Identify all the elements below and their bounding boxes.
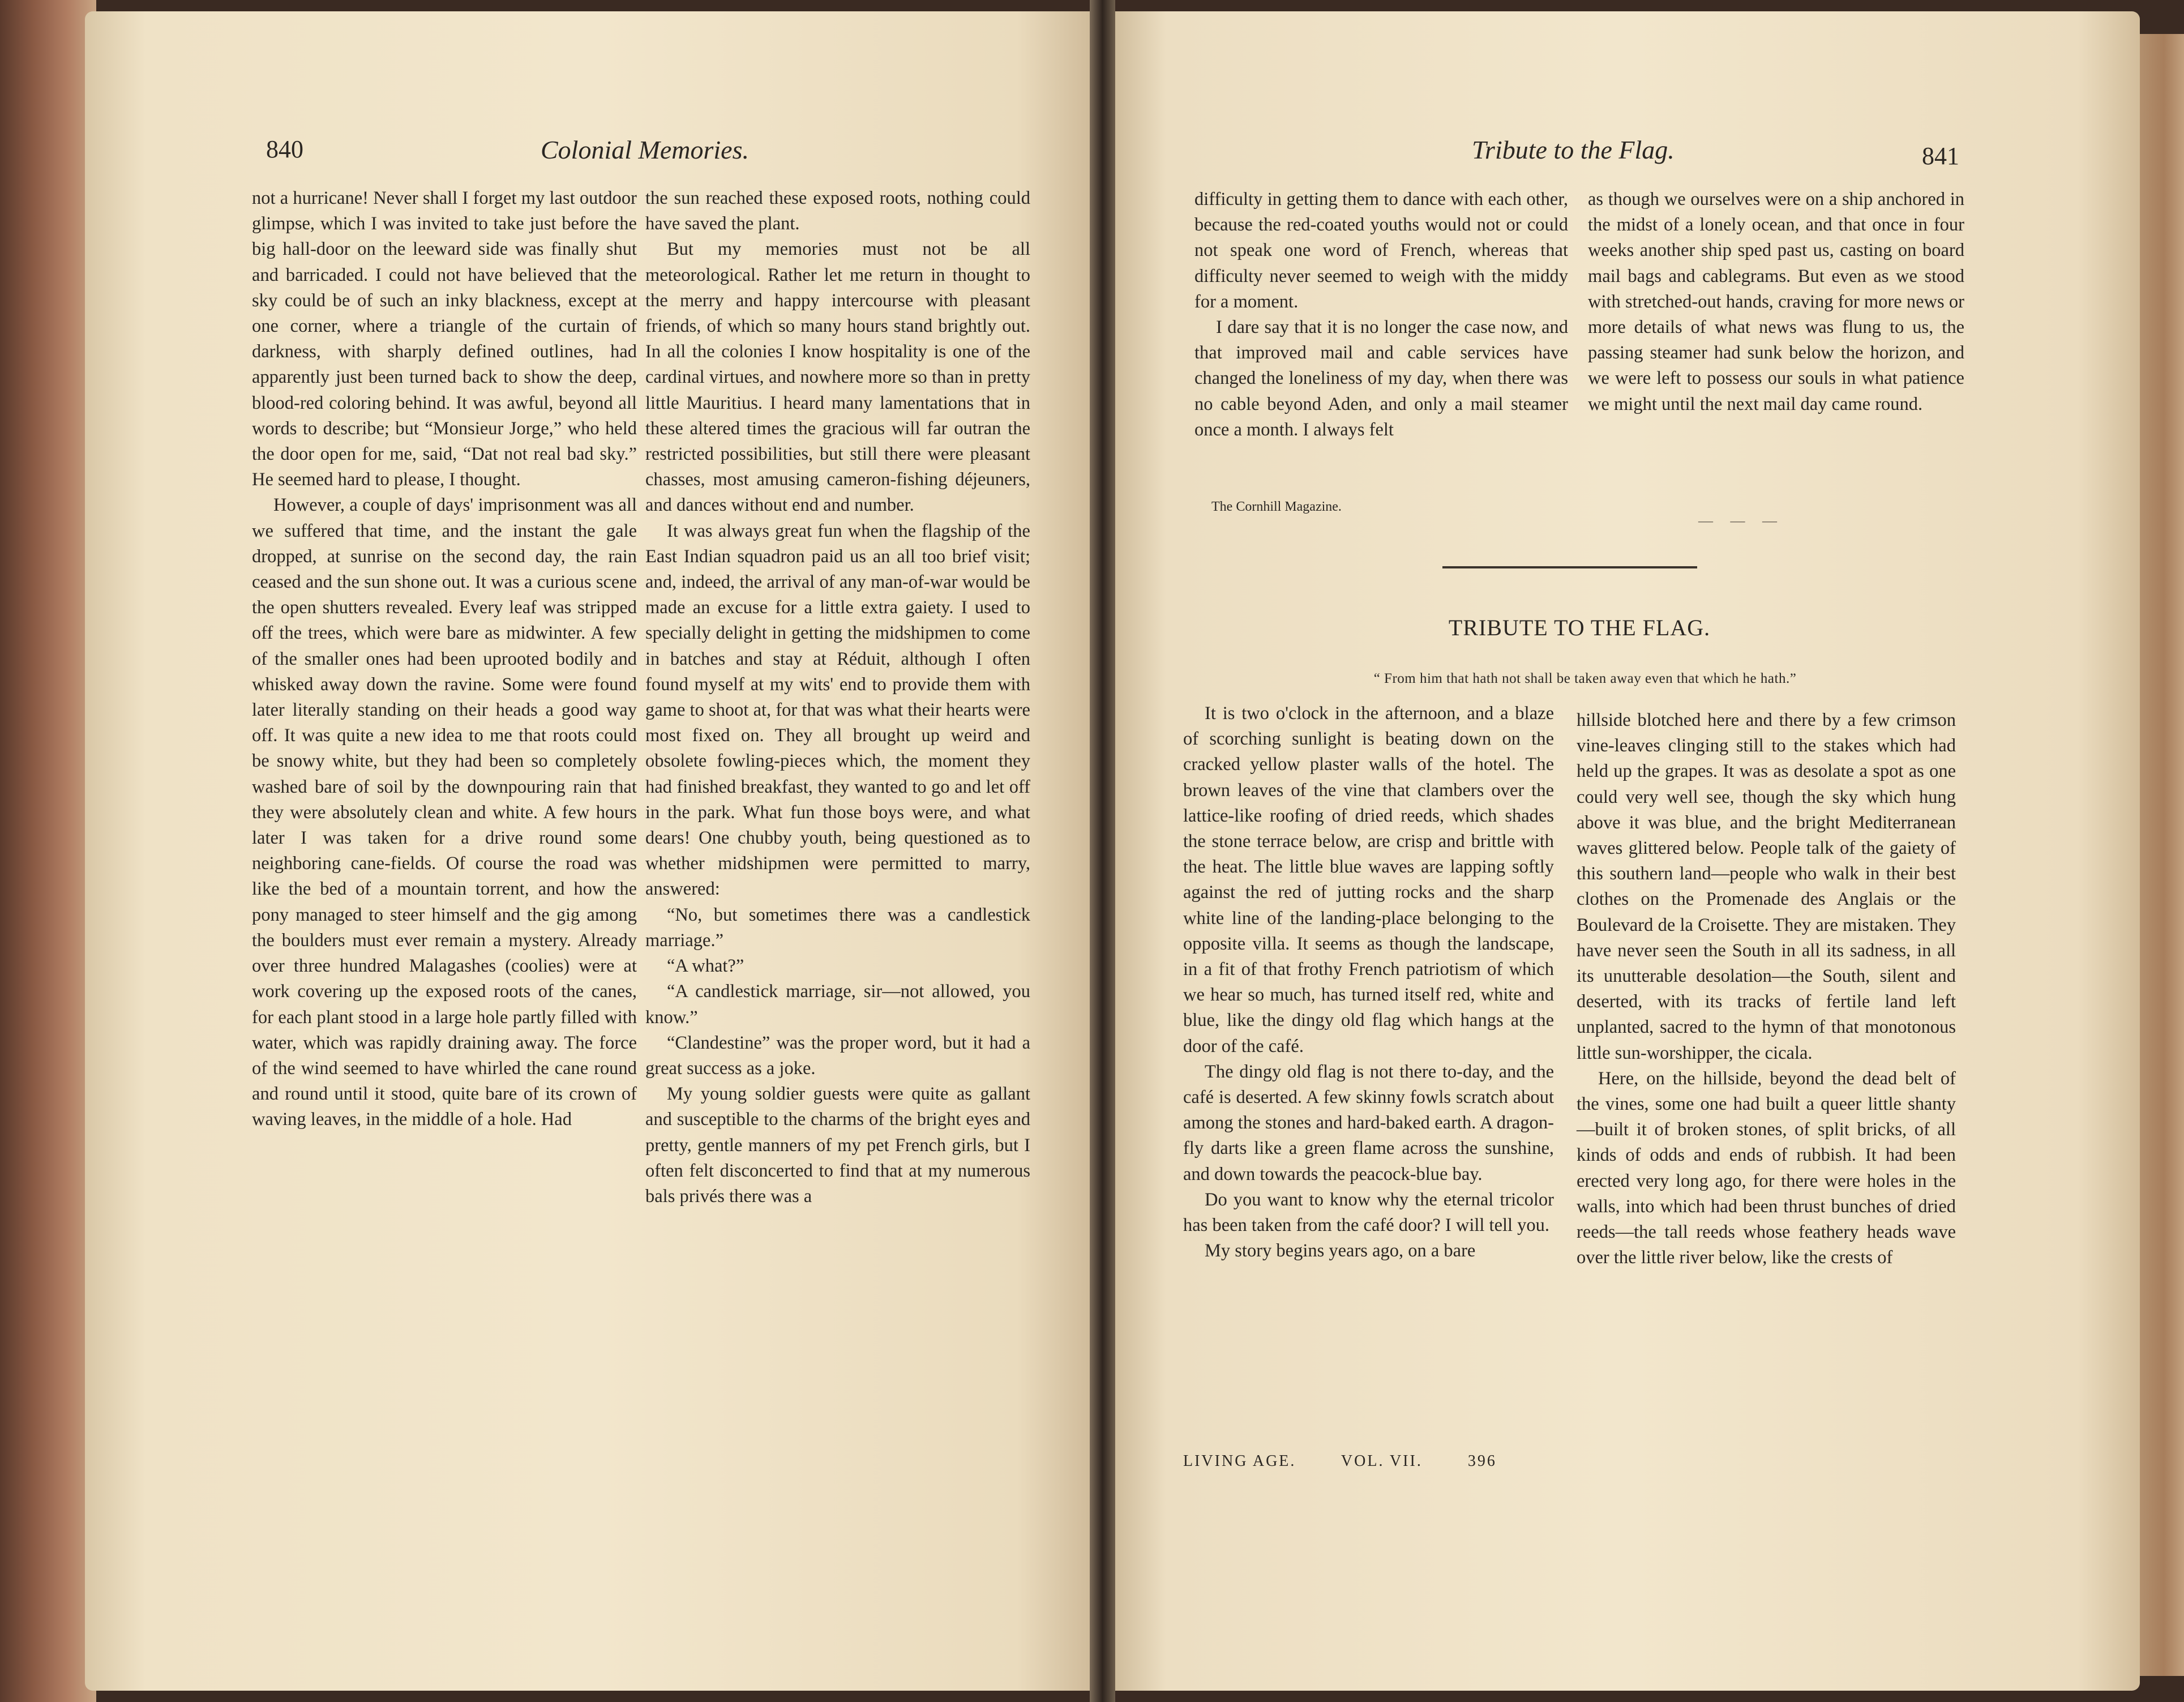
book-edge-left bbox=[0, 0, 96, 1702]
page-footer bbox=[1183, 1452, 1536, 1470]
paragraph: the sun reached these exposed roots, nothing could have saved the plant. bbox=[645, 188, 1030, 234]
paragraph: “A what?” bbox=[667, 956, 744, 977]
section-divider bbox=[1442, 566, 1697, 568]
paragraph: I dare say that it is no longer the case now, and that improved mail and cable services have changed the loneliness of my day, when there was no cable beyond Aden, and only a mail steamer once a month. I always felt bbox=[1194, 317, 1568, 440]
right-column-2 bbox=[1577, 708, 1956, 1271]
right-running-head: Tribute to the Flag. bbox=[1472, 135, 1675, 164]
footer-magazine: LIVING AGE. bbox=[1183, 1452, 1296, 1470]
left-column-1 bbox=[252, 186, 637, 1133]
source-attribution: The Cornhill Magazine. bbox=[1211, 499, 1342, 514]
paragraph: “No, but sometimes there was a candlestick marriage.” bbox=[645, 904, 1030, 951]
paragraph: It was always great fun when the flagship of the East Indian squadron paid us an all too brief visit; and, indeed, the arrival of any man-of-war would be made an excuse for a little extra gaiety. I used to specially delight in getting the midshipmen to come in batches and stay at Réduit, although I often found myself at my wits' end to provide them with game to shoot at, for that was what their hearts were most fixed on. They all brought up weird and obsolete fowling-pieces which, the moment they had finished breakfast, they wanted to go and let off in the park. What fun those boys were, and what dears! One chubby youth, being questioned as to whether midshipmen were permitted to marry, answered: bbox=[645, 520, 1030, 900]
paragraph: The dingy old flag is not there to-day, and the café is deserted. A few skinny fowls scratch about among the stones and hard-baked earth. A dragon-fly darts like a green flame across the sunshine, and down towards the peacock-blue bay. bbox=[1183, 1061, 1554, 1184]
paragraph: It is two o'clock in the afternoon, and a blaze of scorching sunlight is beating down on the cracked yellow plaster walls of the hotel. The brown leaves of the vine that clambers over the lattice-like roofing of dried reeds, which shades the stone terrace below, are crisp and brittle with the heat. The little blue waves are lapping softly against the red of jutting rocks and the sharp white line of the landing-place belonging to the opposite villa. It seems as though the landscape, in a fit of that frothy French patriotism of which we hear so much, has turned itself red, white and blue, like the dingy old flag which hangs at the door of the café. bbox=[1183, 703, 1554, 1057]
right-top-column-1 bbox=[1194, 187, 1568, 443]
article-title: TRIBUTE TO THE FLAG. bbox=[1448, 615, 1711, 640]
right-column-1 bbox=[1183, 701, 1554, 1264]
right-page-number: 841 bbox=[1922, 142, 1959, 170]
paragraph: “Clandestine” was the proper word, but it had a great success as a joke. bbox=[645, 1032, 1030, 1079]
paragraph: But my memories must not be all meteorological. Rather let me return in thought to the merry and happy intercourse with pleasant friends, of which so many hours stand brightly out. In all the colonies I know hospitality is one of the cardinal virtues, and nowhere more so than in pretty little Mauritius. I heard many lamentations that in these altered times the gracious will far outran the restricted possibilities, but still there were pleasant chasses, most amusing cameron-fishing déjeuners, and dances without end and number. bbox=[645, 239, 1030, 516]
decorative-dashes: — — — bbox=[1698, 512, 1784, 529]
paragraph: However, a couple of days' imprisonment was all we suffered that time, and the instant the gale dropped, at sunrise on the second day, the rain ceased and the sun shone out. It was a curious scene the open shutters revealed. Every leaf was stripped off the trees, which were bare as midwinter. A few of the smaller ones had been uprooted bodily and whisked away down the ravine. Some were found later literally standing on their heads a good way off. It was quite a new idea to me that roots could be snowy white, but they had been so completely washed bare of soil by the downpouring rain that they were absolutely clean and white. A few hours later I was taken for a drive round some neighboring cane-fields. Of course the road was like the bed of a mountain torrent, and how the pony managed to steer himself and the gig among the boulders must ever remain a mystery. Already over three hundred Malagashes (coolies) were at work covering up the exposed roots of the canes, for each plant stood in a large hole partly filled with water, which was rapidly draining away. The force of the wind seemed to have whirled the cane round and round until it stood, quite bare of its crown of waving leaves, in the middle of a hole. Had bbox=[252, 495, 637, 1130]
left-running-head: Colonial Memories. bbox=[541, 135, 749, 164]
book-gutter bbox=[1090, 0, 1115, 1702]
paragraph: “A candlestick marriage, sir—not allowed, you know.” bbox=[645, 981, 1030, 1028]
book-edge-right bbox=[2134, 34, 2184, 1676]
paragraph: difficulty in getting them to dance with each other, because the red-coated youths would not or could not speak one word of French, whereas that difficulty never seemed to weigh with the middy for a moment. bbox=[1194, 189, 1568, 312]
left-page-number: 840 bbox=[266, 135, 303, 163]
paragraph: as though we ourselves were on a ship anchored in the midst of a lonely ocean, and that once in four weeks another ship sped past us, casting on board mail bags and cablegrams. But even as we stood with stretched-out hands, craving for more news or more details of what news was flung to us, the passing steamer had sunk below the horizon, and we were left to possess our souls in what patience we might until the next mail day came round. bbox=[1588, 189, 1964, 414]
right-top-column-2 bbox=[1588, 187, 1964, 417]
paragraph: hillside blotched here and there by a few crimson vine-leaves clinging still to the stakes which had held up the grapes. It was as desolate a spot as one could very well see, though the sky which hung above it was blue, and the bright Mediterranean waves glittered below. People talk of the gaiety of this southern land—people who walk in their best clothes on the Promenade des Anglais or the Boulevard de la Croisette. They are mistaken. They have never seen the South in all its sadness, in all its unutterable desolation—the South, silent and deserted, with its tracks of fertile land left unplanted, sacred to the hymn of that monotonous little sun-worshipper, the cicala. bbox=[1577, 710, 1956, 1063]
paragraph: My story begins years ago, on a bare bbox=[1205, 1241, 1476, 1261]
epigraph: “ From him that hath not shall be taken away even that which he hath.” bbox=[1373, 671, 1797, 686]
footer-volume: VOL. VII. bbox=[1341, 1452, 1423, 1470]
paragraph: My young soldier guests were quite as gallant and susceptible to the charms of the bright eyes and pretty, gentle manners of my pet French girls, but I often felt disconcerted to find that at my numerous bals privés there was a bbox=[645, 1084, 1030, 1207]
paragraph: Do you want to know why the eternal tricolor has been taken from the café door? I will tell you. bbox=[1183, 1189, 1554, 1236]
footer-signature: 396 bbox=[1467, 1452, 1497, 1470]
paragraph: not a hurricane! Never shall I forget my last outdoor glimpse, which I was invited to take just before the big hall-door on the leeward side was finally shut and barricaded. I could not have believed that the sky could be of such an inky blackness, except at one corner, where a triangle of the curtain of darkness, with sharply defined outlines, had apparently just been turned back to show the deep, blood-red coloring behind. It was awful, beyond all words to describe; but “Monsieur Jorge,” who held the door open for me, said, “Dat not real bad sky.” He seemed hard to please, I thought. bbox=[252, 188, 637, 490]
left-column-2 bbox=[645, 186, 1030, 1209]
paragraph: Here, on the hillside, beyond the dead belt of the vines, some one had built a queer little shanty—built it of broken stones, of split bricks, of all kinds of odds and ends of rubbish. It had been erected very long ago, for there were holes in the walls, into which had been thrust bunches of dried reeds—the tall reeds whose feathery heads wave over the little river below, like the crests of bbox=[1577, 1068, 1956, 1268]
